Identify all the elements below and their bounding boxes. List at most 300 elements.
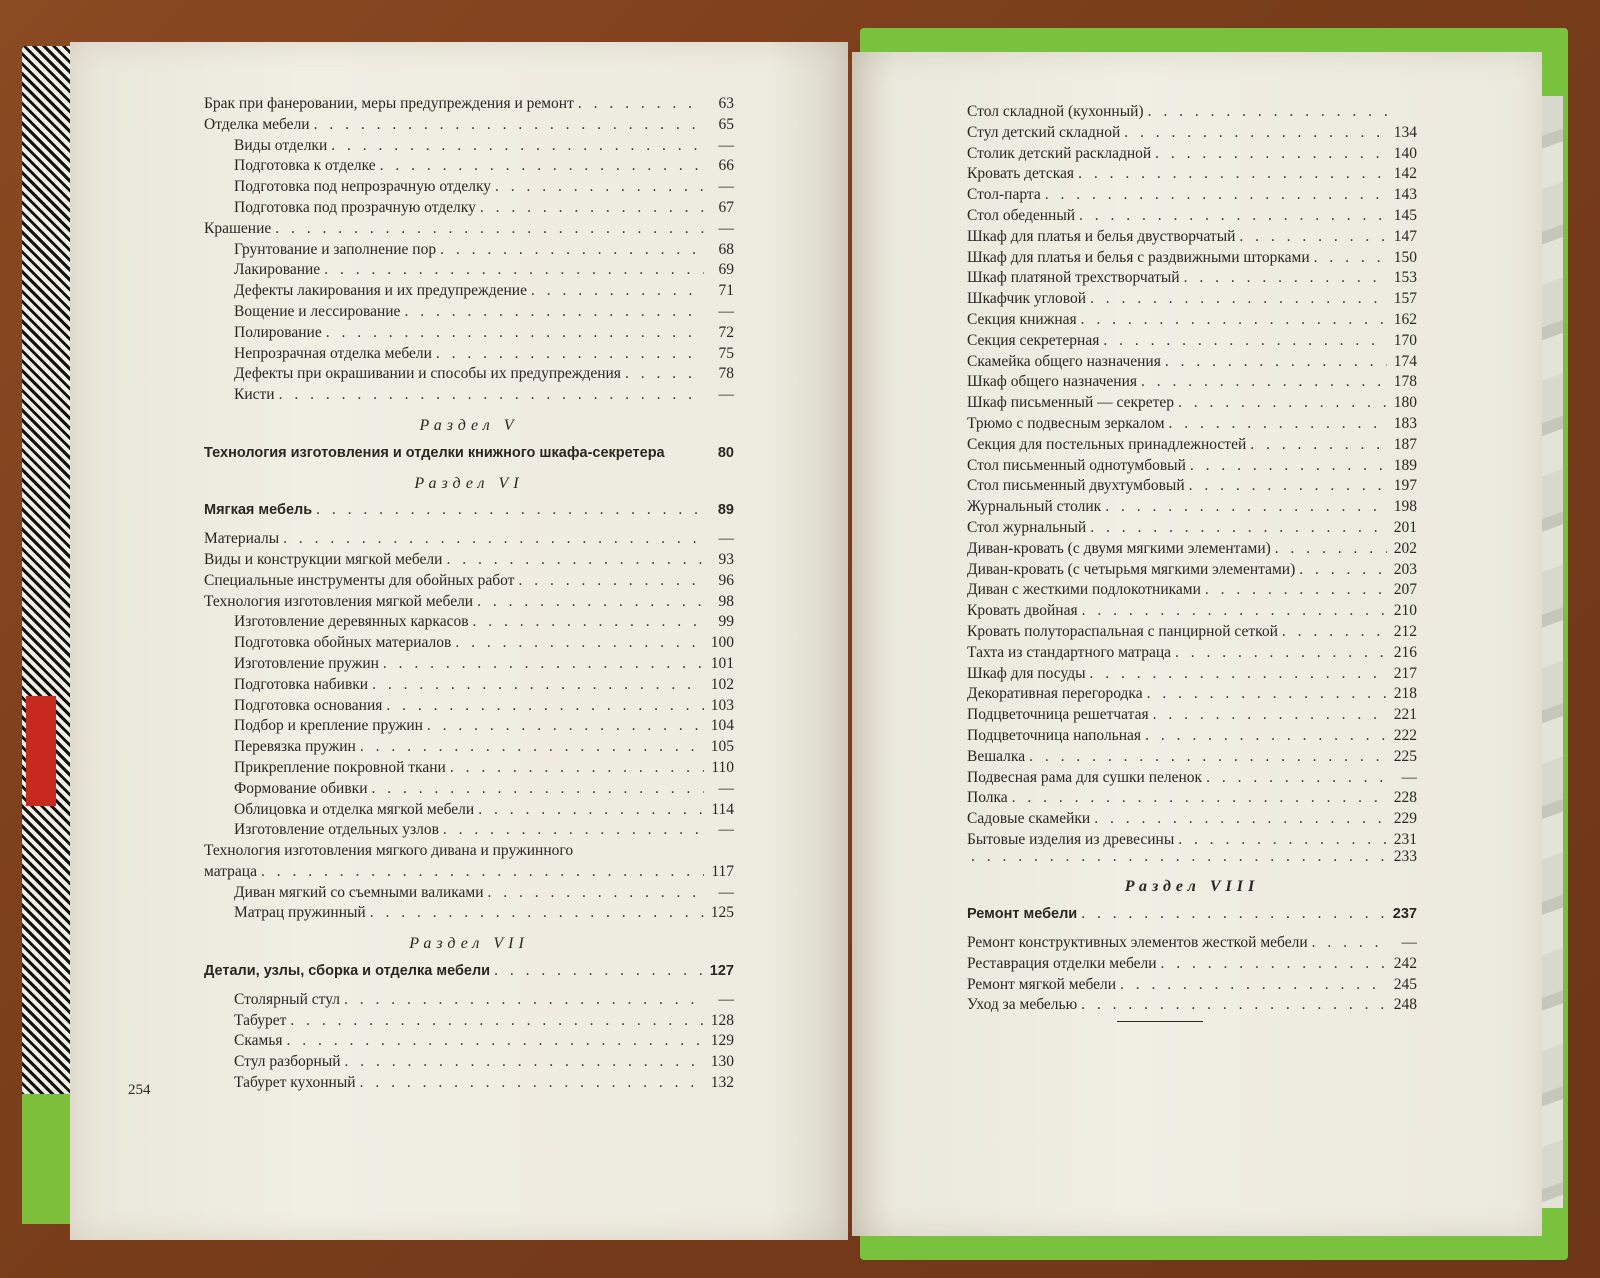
- toc-entry: [204, 1031, 734, 1052]
- toc-entry: [967, 995, 1417, 1016]
- toc-entry: [204, 800, 734, 821]
- toc-dots: [1206, 768, 1387, 789]
- toc-entry-page: 71: [718, 282, 734, 300]
- toc-entry-title: Шкаф для платья и белья двустворчатый: [967, 227, 1236, 245]
- toc-entry: [967, 268, 1417, 289]
- toc-entry-title: Полирование: [234, 323, 322, 341]
- toc-entry-page: 125: [710, 904, 734, 922]
- toc-entry: [967, 601, 1417, 622]
- toc-entry: [967, 414, 1417, 435]
- toc-dots: [380, 156, 704, 177]
- toc-entry-page: 134: [1393, 123, 1417, 141]
- toc-entry-title: Грунтование и заполнение пор: [234, 240, 437, 258]
- toc-dots: [495, 177, 704, 198]
- toc-dots: [1175, 643, 1387, 664]
- toc-entry-title: Скамейка общего назначения: [967, 352, 1161, 370]
- toc-entry-page: —: [718, 821, 734, 839]
- toc-dots: [1205, 580, 1387, 601]
- toc-dots: [386, 696, 704, 717]
- toc-entry: [204, 592, 734, 613]
- toc-entry-title: Кисти: [234, 386, 275, 404]
- toc-dots: [478, 800, 704, 821]
- toc-dots: [1081, 995, 1387, 1016]
- end-rule: [1117, 1021, 1203, 1022]
- toc-entry: [967, 248, 1417, 269]
- toc-entry: [967, 747, 1417, 768]
- toc-dots: [371, 779, 704, 800]
- toc-entry: [967, 684, 1417, 705]
- toc-entry-page: 180: [1393, 394, 1417, 412]
- toc-dots: [1161, 954, 1387, 975]
- toc-dots: [443, 820, 704, 841]
- toc-entry: [967, 393, 1417, 414]
- toc-entry: [967, 227, 1417, 248]
- toc-entry-page: 201: [1393, 518, 1417, 536]
- toc-entry-title: Вешалка: [967, 747, 1026, 765]
- toc-entry-title: Подготовка обойных материалов: [234, 634, 452, 652]
- toc-entry: [967, 809, 1417, 830]
- toc-entry-page: 216: [1393, 643, 1417, 661]
- toc-entry-title: Матрац пружинный: [234, 904, 366, 922]
- toc-entry: [204, 696, 734, 717]
- toc-entry: [204, 758, 734, 779]
- toc-entry-title: Виды и конструкции мягкой мебели: [204, 550, 443, 568]
- toc-entry-title: Перевязка пружин: [234, 738, 356, 756]
- toc-dots: [1239, 227, 1387, 248]
- toc-entry-page: 187: [1393, 435, 1417, 453]
- toc-entry-page: 101: [710, 654, 734, 672]
- toc-entry-bold: [204, 443, 734, 464]
- toc-entry: [967, 518, 1417, 539]
- toc-entry: [967, 643, 1417, 664]
- toc-entry-title: Шкаф платяной трехстворчатый: [967, 269, 1180, 287]
- toc-dots: [1312, 933, 1387, 954]
- toc-entry-wrapped-cont: [204, 862, 734, 883]
- toc-entry-title: Шкаф для посуды: [967, 664, 1086, 682]
- toc-dots: [1189, 476, 1387, 497]
- toc-dots: [1145, 726, 1387, 747]
- toc-entry-title: Шкаф письменный — секретер: [967, 394, 1175, 412]
- toc-entry-page: 228: [1393, 789, 1417, 807]
- toc-entry-page: 65: [718, 115, 734, 133]
- toc-entry-page: 207: [1393, 581, 1417, 599]
- section-heading-viii: Раздел VIII: [1124, 878, 1260, 896]
- toc-entry-title: Подбор и крепление пружин: [234, 717, 423, 735]
- toc-entry-title: Секция для постельных принадлежностей: [967, 435, 1247, 453]
- toc-entry-page: 142: [1393, 165, 1417, 183]
- toc-entry-title: Дефекты лакирования и их предупреждение: [234, 282, 527, 300]
- toc-entry-title: Отделка мебели: [204, 115, 310, 133]
- toc-dots: [625, 364, 704, 385]
- toc-entry-title: Декоративная перегородка: [967, 685, 1143, 703]
- toc-entry-title: Стол-парта: [967, 186, 1041, 204]
- toc-entry: [204, 94, 734, 115]
- toc-entry: [967, 768, 1417, 789]
- toc-entry: [967, 580, 1417, 601]
- toc-entry-title: Стул детский складной: [967, 123, 1121, 141]
- toc-entry-title: Подготовка набивки: [234, 675, 369, 693]
- toc-dots: [316, 500, 704, 521]
- toc-entry-page: 222: [1393, 726, 1417, 744]
- toc-entry: [204, 302, 734, 323]
- toc-dots: [1103, 331, 1387, 352]
- toc-entry-page: —: [718, 779, 734, 797]
- toc-entry-bold: [204, 961, 734, 982]
- toc-entry-title: Брак при фанеровании, меры предупреждения и ремонт: [204, 95, 574, 112]
- toc-dots: [455, 633, 704, 654]
- toc-entry-page: 117: [711, 862, 734, 880]
- toc-entry-wrapped: [204, 841, 734, 862]
- left-page-toc: [204, 94, 734, 1094]
- toc-entry-page: 132: [710, 1074, 734, 1092]
- toc-entry: [967, 622, 1417, 643]
- toc-entry-title: Прикрепление покровной ткани: [234, 758, 446, 776]
- toc-entry-page: 237: [1392, 906, 1417, 923]
- toc-dots: [1079, 206, 1387, 227]
- toc-entry-title: Ремонт мебели: [967, 906, 1078, 923]
- toc-entry-title: Стол письменный однотумбовый: [967, 456, 1186, 474]
- toc-entry-page: 96: [718, 571, 734, 589]
- toc-entry-title: Подготовка к отделке: [234, 157, 376, 175]
- toc-entry: [204, 654, 734, 675]
- toc-entry-page: —: [718, 219, 734, 237]
- toc-entry-title: Бытовые изделия из древесины: [967, 830, 1175, 848]
- toc-entry-page: 100: [710, 634, 734, 652]
- toc-entry-title: матраца: [204, 862, 257, 880]
- toc-entry-page: 140: [1393, 144, 1417, 162]
- toc-entry: [967, 788, 1417, 809]
- toc-entry-page: 202: [1393, 539, 1417, 557]
- toc-entry: [204, 737, 734, 758]
- toc-entry-title: Изготовление отдельных узлов: [234, 821, 439, 839]
- toc-dots: [477, 592, 704, 613]
- toc-entry-title: Стул разборный: [234, 1053, 341, 1071]
- toc-entry: [967, 705, 1417, 726]
- toc-dots: [1078, 164, 1387, 185]
- toc-dots: [1124, 123, 1387, 144]
- right-page-toc: [967, 102, 1417, 1016]
- toc-entry: [967, 144, 1417, 165]
- toc-entry: [204, 219, 734, 240]
- toc-entry-page: 147: [1393, 227, 1417, 245]
- toc-entry-title: Кровать детская: [967, 165, 1075, 183]
- toc-entry-title: Подготовка основания: [234, 696, 383, 714]
- toc-entry-title: Табурет кухонный: [234, 1074, 356, 1092]
- toc-dots: [1105, 497, 1387, 518]
- toc-entry-title: Диван с жесткими подлокотниками: [967, 581, 1201, 599]
- toc-entry: [967, 123, 1417, 144]
- toc-dots: [578, 94, 704, 115]
- toc-entry-title: Изготовление деревянных каркасов: [234, 613, 469, 631]
- toc-entry-title: Шкаф для платья и белья с раздвижными шторками: [967, 248, 1310, 266]
- toc-entry-title: Стол журнальный: [967, 518, 1087, 536]
- toc-entry: [204, 344, 734, 365]
- toc-dots: [372, 675, 704, 696]
- toc-entry: [204, 385, 734, 406]
- toc-dots: [345, 1052, 704, 1073]
- toc-entry-page: —: [718, 883, 734, 901]
- toc-entry-title: Столик детский раскладной: [967, 144, 1152, 162]
- toc-dots: [488, 883, 704, 904]
- section-heading-v: Раздел V: [419, 416, 519, 434]
- toc-entry-page: 66: [718, 157, 734, 175]
- toc-entry-title: Крашение: [204, 219, 272, 237]
- toc-entry: [204, 571, 734, 592]
- toc-entry-page: 110: [711, 758, 734, 776]
- toc-entry: [204, 177, 734, 198]
- toc-entry: [204, 716, 734, 737]
- toc-entry-title: Табурет: [234, 1011, 287, 1029]
- toc-entry: [204, 903, 734, 924]
- toc-entry-page: 98: [718, 592, 734, 610]
- toc-entry-page: 104: [710, 717, 734, 735]
- toc-entry-page: 72: [718, 323, 734, 341]
- toc-entry: [967, 476, 1417, 497]
- toc-entry-title: Диван мягкий со съемными валиками: [234, 883, 484, 901]
- toc-entry-title: Изготовление пружин: [234, 654, 379, 672]
- toc-entry-title: Уход за мебелью: [967, 996, 1078, 1014]
- toc-entry-title: Подцветочница напольная: [967, 726, 1142, 744]
- toc-entry-page: 67: [718, 198, 734, 216]
- toc-dots: [473, 612, 704, 633]
- toc-entry: [967, 726, 1417, 747]
- toc-entry-page: 242: [1393, 954, 1417, 972]
- toc-dots: [331, 136, 704, 157]
- toc-dots: [446, 550, 704, 571]
- toc-dots: [436, 344, 704, 365]
- toc-dots: [1081, 904, 1387, 925]
- toc-entry-title: Журнальный столик: [967, 498, 1102, 516]
- toc-entry-page: 103: [710, 696, 734, 714]
- toc-entry-title: Реставрация отделки мебели: [967, 954, 1157, 972]
- toc-entry-page: 127: [709, 963, 734, 980]
- toc-entry-page: 162: [1393, 310, 1417, 328]
- toc-entry: [967, 847, 1417, 868]
- toc-entry: [967, 933, 1417, 954]
- toc-entry-title: Стол письменный двухтумбовый: [967, 477, 1185, 495]
- toc-entry: [967, 310, 1417, 331]
- toc-entry-page: 221: [1393, 706, 1417, 724]
- toc-entry-page: 130: [710, 1053, 734, 1071]
- toc-entry-title: Подвесная рама для сушки пеленок: [967, 768, 1203, 786]
- section-heading-vi: Раздел VI: [414, 474, 524, 492]
- toc-entry-page: 203: [1393, 560, 1417, 578]
- toc-entry-page: 75: [718, 344, 734, 362]
- toc-dots: [1090, 664, 1387, 685]
- toc-entry: [204, 1011, 734, 1032]
- toc-entry-title: Кровать двойная: [967, 602, 1078, 620]
- toc-dots: [494, 961, 704, 982]
- toc-entry: [967, 331, 1417, 352]
- toc-entry-page: 89: [717, 502, 734, 519]
- toc-entry: [204, 136, 734, 157]
- toc-dots: [1275, 539, 1387, 560]
- toc-entry-title: Облицовка и отделка мягкой мебели: [234, 800, 475, 818]
- toc-entry: [204, 529, 734, 550]
- toc-entry-page: 68: [718, 240, 734, 258]
- toc-entry-page: 153: [1393, 269, 1417, 287]
- toc-entry-page: 245: [1393, 975, 1417, 993]
- toc-entry: [204, 115, 734, 136]
- toc-dots: [283, 529, 704, 550]
- toc-entry: [204, 156, 734, 177]
- toc-entry-page: 198: [1393, 498, 1417, 516]
- toc-dots: [1155, 144, 1387, 165]
- toc-dots: [480, 198, 704, 219]
- toc-entry-page: 105: [710, 738, 734, 756]
- toc-entry-page: 145: [1393, 206, 1417, 224]
- toc-dots: [531, 281, 704, 302]
- toc-dots: [1178, 393, 1387, 414]
- toc-entry: [204, 323, 734, 344]
- toc-dots: [1153, 705, 1387, 726]
- toc-dots: [1090, 289, 1387, 310]
- toc-dots: [1190, 456, 1387, 477]
- toc-dots: [1282, 622, 1387, 643]
- toc-entry-title: Материалы: [204, 530, 280, 548]
- toc-entry-title: Диван-кровать (с двумя мягкими элементами): [967, 539, 1271, 557]
- section-heading-vii: Раздел VII: [409, 935, 529, 953]
- toc-entry-page: 93: [718, 550, 734, 568]
- toc-dots: [1082, 601, 1387, 622]
- toc-dots: [287, 1031, 704, 1052]
- toc-entry-title: Садовые скамейки: [967, 810, 1091, 828]
- toc-entry: [204, 364, 734, 385]
- toc-entry-page: 189: [1393, 456, 1417, 474]
- toc-entry: [204, 675, 734, 696]
- toc-entry: [204, 1073, 734, 1094]
- toc-entry-bold: [967, 904, 1417, 925]
- toc-entry-page: 80: [717, 444, 734, 461]
- toc-entry-title: Ремонт конструктивных элементов жесткой мебели: [967, 934, 1308, 952]
- toc-entry: [967, 664, 1417, 685]
- toc-dots: [1141, 372, 1387, 393]
- toc-dots: [450, 758, 704, 779]
- toc-entry-title: Шкаф общего назначения: [967, 373, 1138, 391]
- toc-entry-title: Подготовка под непрозрачную отделку: [234, 178, 492, 196]
- toc-entry-title: Детали, узлы, сборка и отделка мебели: [204, 963, 491, 980]
- toc-entry-page: 210: [1393, 602, 1417, 620]
- toc-entry-title: Подготовка под прозрачную отделку: [234, 198, 476, 216]
- toc-entry-title: Столярный стул: [234, 990, 340, 1008]
- toc-entry: [204, 633, 734, 654]
- toc-entry-title: Шкафчик угловой: [967, 290, 1086, 308]
- toc-entry-page: 218: [1393, 685, 1417, 703]
- toc-entry-page: 143: [1393, 186, 1417, 204]
- toc-entry-bold: [204, 500, 734, 521]
- toc-entry: [204, 779, 734, 800]
- toc-entry: [204, 612, 734, 633]
- toc-dots: [1045, 185, 1387, 206]
- toc-entry-page: —: [1401, 768, 1417, 786]
- toc-entry-page: 102: [710, 675, 734, 693]
- toc-entry-title: Технология изготовления мягкой мебели: [204, 592, 474, 610]
- toc-dots: [314, 115, 704, 136]
- toc-entry-title: Лакирование: [234, 261, 321, 279]
- toc-entry-page: 183: [1393, 414, 1417, 432]
- toc-entry: [204, 198, 734, 219]
- toc-entry-title: Стол обеденный: [967, 206, 1076, 224]
- cover-pattern-red: [26, 696, 56, 806]
- toc-entry: [967, 435, 1417, 456]
- toc-entry: [967, 539, 1417, 560]
- toc-entry-page: 248: [1393, 996, 1417, 1014]
- toc-dots: [290, 1011, 704, 1032]
- toc-dots: [383, 654, 704, 675]
- toc-entry: [967, 164, 1417, 185]
- toc-entry-page: 128: [710, 1011, 734, 1029]
- toc-entry: [967, 102, 1417, 123]
- toc-entry-page: 129: [710, 1032, 734, 1050]
- toc-entry-page: 114: [711, 800, 734, 818]
- toc-entry-title: Стол складной (кухонный): [967, 103, 1144, 120]
- toc-entry-title: Вощение и лессирование: [234, 302, 401, 320]
- toc-entry: [967, 206, 1417, 227]
- toc-entry-title: Специальные инструменты для обойных работ: [204, 571, 515, 589]
- toc-entry: [967, 352, 1417, 373]
- toc-entry-page: 229: [1393, 810, 1417, 828]
- page-number: 254: [128, 1082, 151, 1098]
- toc-entry-page: 63: [718, 95, 734, 112]
- toc-entry-title: Полка: [967, 789, 1008, 807]
- toc-dots: [427, 716, 704, 737]
- toc-dots: [1314, 248, 1387, 269]
- toc-entry-page: 69: [718, 261, 734, 279]
- toc-entry-title: Скамья: [234, 1032, 283, 1050]
- toc-entry-page: 99: [718, 613, 734, 631]
- toc-dots: [1029, 747, 1387, 768]
- toc-entry-page: 174: [1393, 352, 1417, 370]
- toc-entry: [204, 260, 734, 281]
- toc-entry-title: Диван-кровать (с четырьмя мягкими элементами): [967, 560, 1296, 578]
- toc-entry: [967, 372, 1417, 393]
- toc-dots: [440, 240, 704, 261]
- toc-dots: [326, 323, 704, 344]
- toc-entry: [967, 456, 1417, 477]
- toc-entry-page: 212: [1393, 622, 1417, 640]
- toc-entry: [204, 883, 734, 904]
- toc-entry-page: 225: [1393, 747, 1417, 765]
- toc-dots: [971, 847, 1387, 868]
- toc-entry-page: 150: [1393, 248, 1417, 266]
- toc-entry: [204, 820, 734, 841]
- toc-dots: [1184, 268, 1387, 289]
- toc-entry-page: 170: [1393, 331, 1417, 349]
- toc-dots: [1081, 310, 1387, 331]
- toc-entry-title: Дефекты при окрашивании и способы их предупреждения: [234, 365, 621, 383]
- toc-entry-title: Тахта из стандартного матраца: [967, 643, 1172, 661]
- toc-entry-title: Непрозрачная отделка мебели: [234, 344, 432, 362]
- toc-entry-page: —: [718, 178, 734, 196]
- toc-entry-title: Секция секретерная: [967, 331, 1100, 349]
- toc-entry-page: 78: [718, 365, 734, 383]
- toc-dots: [324, 260, 704, 281]
- toc-entry-title: Мягкая мебель: [204, 502, 313, 519]
- toc-entry-page: 233: [1393, 847, 1417, 865]
- toc-entry-title: Ремонт мягкой мебели: [967, 975, 1117, 993]
- toc-entry-page: —: [718, 990, 734, 1008]
- toc-entry-title: Кровать полутораспальная с панцирной сеткой: [967, 622, 1278, 640]
- toc-entry-title: Технология изготовления и отделки книжного шкафа-секретера: [204, 444, 665, 461]
- toc-entry: [204, 281, 734, 302]
- toc-dots: [404, 302, 704, 323]
- toc-entry-title: Трюмо с подвесным зеркалом: [967, 414, 1165, 432]
- toc-entry-title: Виды отделки: [234, 136, 328, 154]
- toc-entry-page: 197: [1393, 477, 1417, 495]
- toc-dots: [279, 385, 704, 406]
- toc-entry-page: —: [718, 386, 734, 404]
- toc-dots: [1250, 435, 1387, 456]
